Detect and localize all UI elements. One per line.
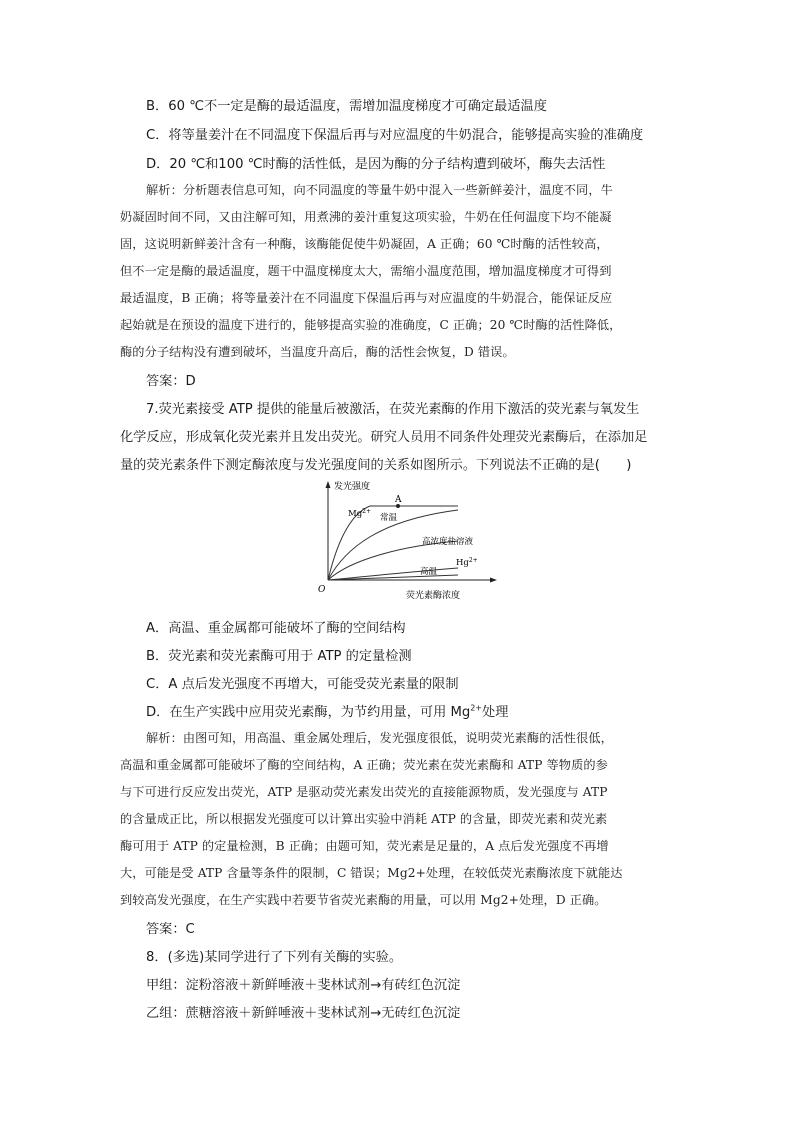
q8-group-2: 乙组：蔗糖溶液＋新鲜唾液＋斐林试剂→无砖红色沉淀 xyxy=(146,1006,461,1021)
q6-explanation-line: 酶的分子结构没有遭到破坏，当温度升高后，酶的活性会恢复，D 错误。 xyxy=(120,345,515,359)
hg-label: $Hg^{2+}$ xyxy=(456,557,478,568)
x-axis-label: 荧光素酶浓度 xyxy=(406,591,461,601)
curve-hg xyxy=(328,568,458,580)
q6-answer: 答案：D xyxy=(146,374,196,389)
q8-stem: 8．(多选)某同学进行了下列有关酶的实验。 xyxy=(146,950,403,965)
q7-option-d xyxy=(146,701,508,720)
q6-explanation-line: 但不一定是酶的最适温度，题干中温度梯度太大，需缩小温度范围，增加温度梯度才可得到 xyxy=(120,264,612,278)
q7-explanation-line: 到较高发光强度，在生产实践中若要节省荧光素酶的用量，可以用 Mg2+处理，D 正确。 xyxy=(120,893,607,907)
q6-option-d: D．20 ℃和100 ℃时酶的活性低，是因为酶的分子结构遭到破坏，酶失去活性 xyxy=(146,157,606,172)
high-temp-label: 高温 xyxy=(420,567,438,577)
q6-explanation-line: 最适温度，B 正确；将等量姜汁在不同温度下保温后再与对应温度的牛奶混合，能保证反应 xyxy=(120,291,613,305)
figure-svg xyxy=(310,478,500,606)
enzyme-activity-figure xyxy=(310,478,500,606)
x-axis-arrow xyxy=(490,578,497,583)
q7-stem-line: 7.荧光素接受 ATP 提供的能量后被激活，在荧光素酶的作用下激活的荧光素与氧发生 xyxy=(146,402,640,417)
q7-option-d-sup: 2+ xyxy=(470,703,483,713)
q7-stem-line: 化学反应，形成氧化荧光素并且发出荧光。研究人员用不同条件处理荧光素酶后，在添加足 xyxy=(120,430,648,445)
normal-temp-label: 常温 xyxy=(380,513,398,523)
q6-option-b: B．60 ℃不一定是酶的最适温度，需增加温度梯度才可确定最适温度 xyxy=(146,99,547,114)
q6-option-c: C．将等量姜汁在不同温度下保温后再与对应温度的牛奶混合，能够提高实验的准确度 xyxy=(146,128,644,143)
q7-option-d-text: D．在生产实践中应用荧光素酶，为节约用量，可用 Mg xyxy=(146,705,471,720)
origin-label: O xyxy=(318,585,326,595)
q7-stem-line: 量的荧光素条件下测定酶浓度与发光强度间的关系如图所示。下列说法不正确的是( ) xyxy=(120,458,632,473)
q7-option-a: A．高温、重金属都可能破坏了酶的空间结构 xyxy=(146,621,406,636)
q7-option-c: C．A 点后发光强度不再增大，可能受荧光素量的限制 xyxy=(146,677,459,692)
q7-explanation-line: 酶可用于 ATP 的定量检测，B 正确；由题可知，荧光素是足量的，A 点后发光强度不再增 xyxy=(120,839,609,853)
curve-high-temp xyxy=(328,575,458,580)
salt-solution-label: 高浓度盐溶液 xyxy=(422,537,474,547)
q7-answer: 答案：C xyxy=(146,922,195,937)
q6-explanation-line: 奶凝固时间不同，又由注解可知，用煮沸的姜汁重复这项实验，牛奶在任何温度下均不能凝 xyxy=(120,210,612,224)
q7-explanation-line: 的含量成正比，所以根据发光强度可以计算出实验中消耗 ATP 的含量，即荧光素和荧光素 xyxy=(120,812,608,826)
q6-explanation-line: 固，这说明新鲜姜汁含有一种酶，该酶能促使牛奶凝固，A 正确；60 ℃时酶的活性较高， xyxy=(120,237,609,251)
q7-option-b: B．荧光素和荧光素酶可用于 ATP 的定量检测 xyxy=(146,649,412,664)
q7-option-d-suffix: 处理 xyxy=(482,705,509,720)
y-axis-arrow xyxy=(326,481,331,488)
q7-explanation-line: 高温和重金属都可能破坏了酶的空间结构，A 正确；荧光素在荧光素酶和 ATP 等物质的参 xyxy=(120,758,608,772)
q7-explanation-line: 大，可能是受 ATP 含量等条件的限制，C 错误；Mg2+处理，在较低荧光素酶浓度下就能达 xyxy=(120,866,623,880)
q6-explanation-line: 起始就是在预设的温度下进行的，能够提高实验的准确度，C 正确；20 ℃时酶的活性降低， xyxy=(120,318,622,332)
point-a-label: A xyxy=(395,495,402,505)
q6-explanation-line: 解析：分析题表信息可知，向不同温度的等量牛奶中混入一些新鲜姜汁，温度不同，牛 xyxy=(146,183,613,197)
q7-explanation-line: 解析：由图可知，用高温、重金属处理后，发光强度很低，说明荧光素酶的活性很低， xyxy=(146,731,613,745)
y-axis-label: 发光强度 xyxy=(334,482,371,492)
mg-label: $Mg^{2+}$ xyxy=(348,508,372,519)
q7-explanation-line: 与下可进行反应发出荧光，ATP 是驱动荧光素发出荧光的直接能源物质，发光强度与 ATP xyxy=(120,785,608,799)
q8-group-1: 甲组：淀粉溶液＋新鲜唾液＋斐林试剂→有砖红色沉淀 xyxy=(146,978,461,993)
